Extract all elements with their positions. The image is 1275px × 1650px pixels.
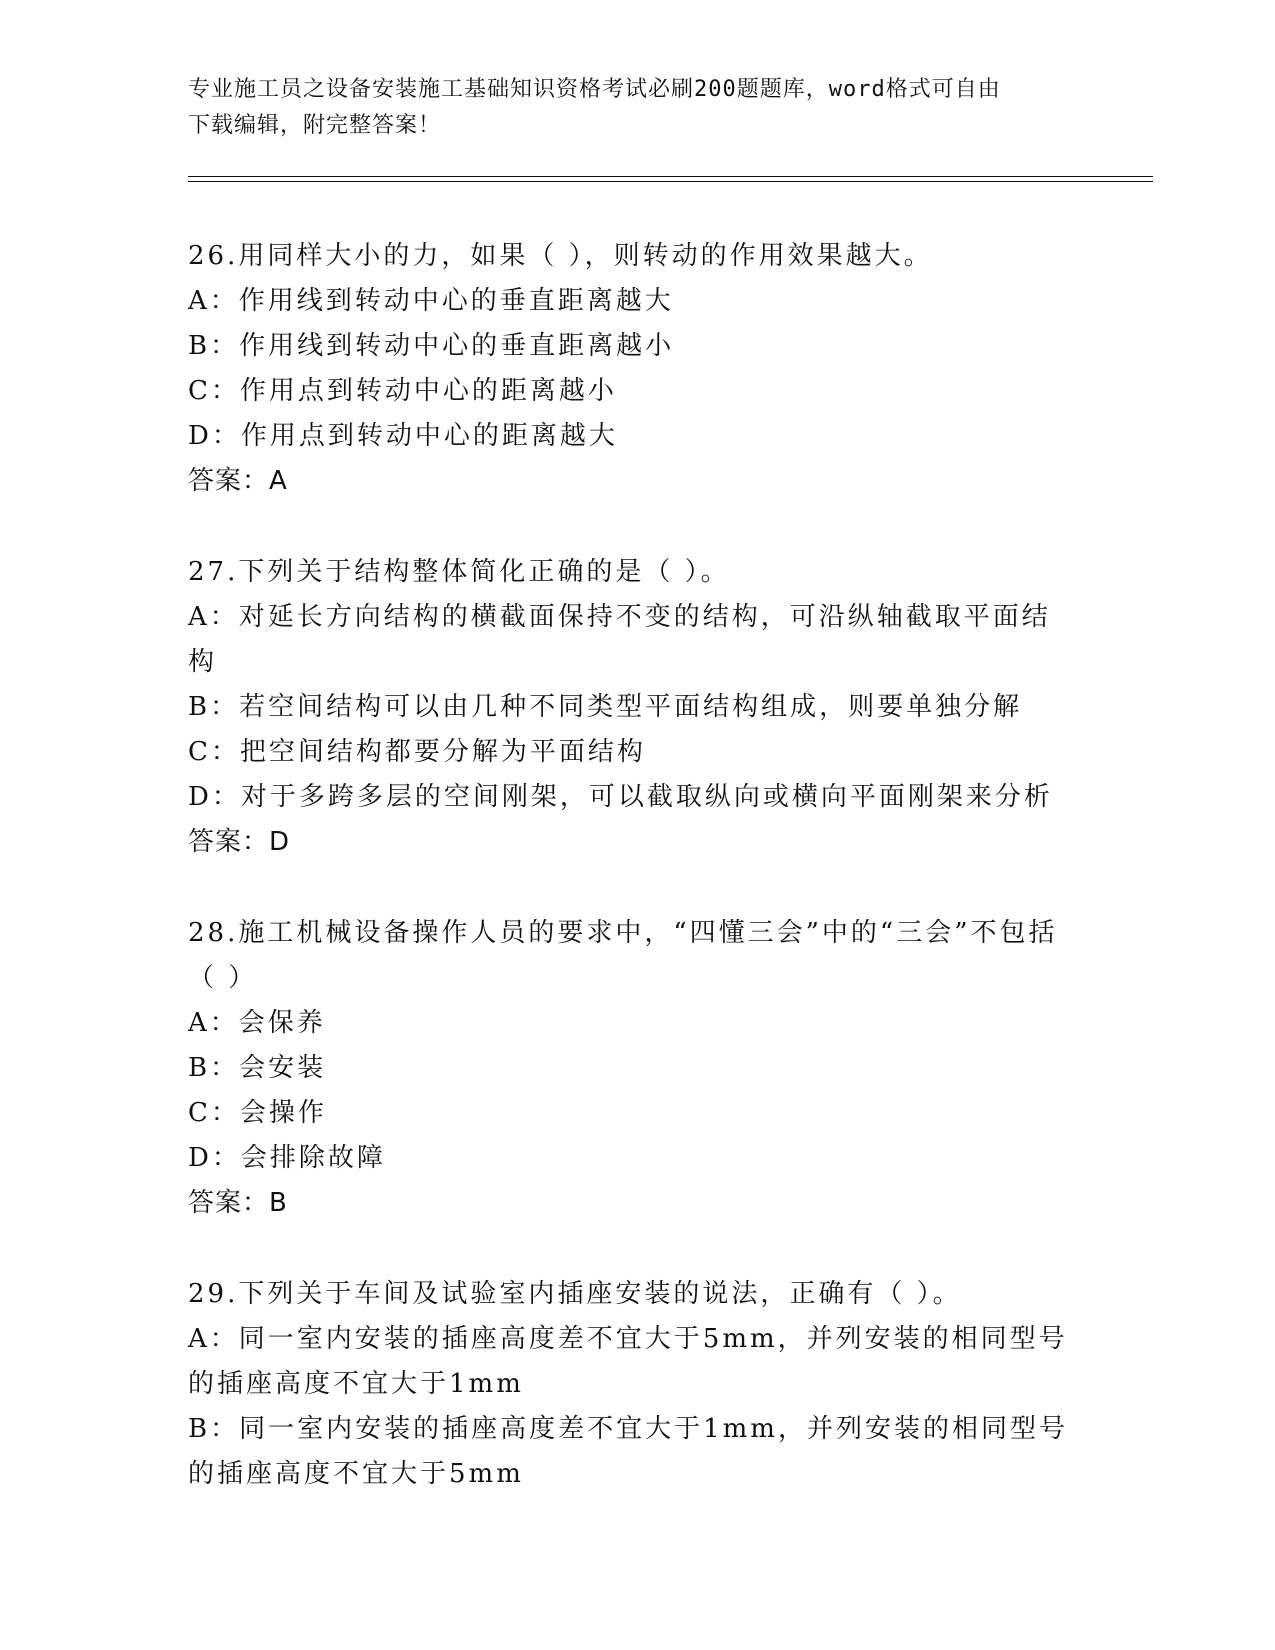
option-c: C：会操作: [188, 1098, 327, 1128]
option-a: A：作用线到转动中心的垂直距离越大: [188, 286, 674, 316]
question-stem: 26.用同样大小的力，如果（ ），则转动的作用效果越大。: [188, 241, 933, 271]
question-list: [188, 234, 1068, 1543]
question-stem: 29.下列关于车间及试验室内插座安装的说法，正确有（ ）。: [188, 1279, 962, 1309]
option-c: C：把空间结构都要分解为平面结构: [188, 737, 646, 767]
question-stem: 28.施工机械设备操作人员的要求中，“四懂三会”中的“三会”不包括（ ）: [188, 918, 1058, 993]
question-stem: 27.下列关于结构整体简化正确的是（ ）。: [188, 557, 730, 587]
document-header: [188, 72, 1068, 144]
option-d: D：作用点到转动中心的距离越大: [188, 421, 618, 451]
header-line-2: 下载编辑，附完整答案！: [188, 113, 442, 138]
option-b: B：作用线到转动中心的垂直距离越小: [188, 331, 675, 361]
answer-label: 答案：D: [188, 827, 291, 857]
question-28: [188, 911, 1068, 1226]
option-a: A：会保养: [188, 1008, 326, 1038]
question-27: [188, 550, 1068, 865]
option-a: A：同一室内安装的插座高度差不宜大于5mm，并列安装的相同型号的插座高度不宜大于1mm: [188, 1324, 1068, 1399]
option-b: B：若空间结构可以由几种不同类型平面结构组成，则要单独分解: [188, 692, 1023, 722]
option-b: B：同一室内安装的插座高度差不宜大于1mm，并列安装的相同型号的插座高度不宜大于5mm: [188, 1414, 1068, 1489]
header-rule-bottom: [188, 181, 1153, 182]
option-b: B：会安装: [188, 1053, 327, 1083]
option-d: D：对于多跨多层的空间刚架，可以截取纵向或横向平面刚架来分析: [188, 782, 1053, 812]
header-line-1: 专业施工员之设备安装施工基础知识资格考试必刷200题题库，word格式可自由: [188, 77, 1001, 102]
option-c: C：作用点到转动中心的距离越小: [188, 376, 617, 406]
answer-label: 答案：B: [188, 1188, 288, 1218]
option-a: A：对延长方向结构的横截面保持不变的结构，可沿纵轴截取平面结构: [188, 602, 1051, 677]
question-26: [188, 234, 1068, 504]
question-29: [188, 1272, 1068, 1497]
answer-label: 答案：A: [188, 466, 288, 496]
header-rule-top: [188, 176, 1153, 177]
option-d: D：会排除故障: [188, 1143, 386, 1173]
